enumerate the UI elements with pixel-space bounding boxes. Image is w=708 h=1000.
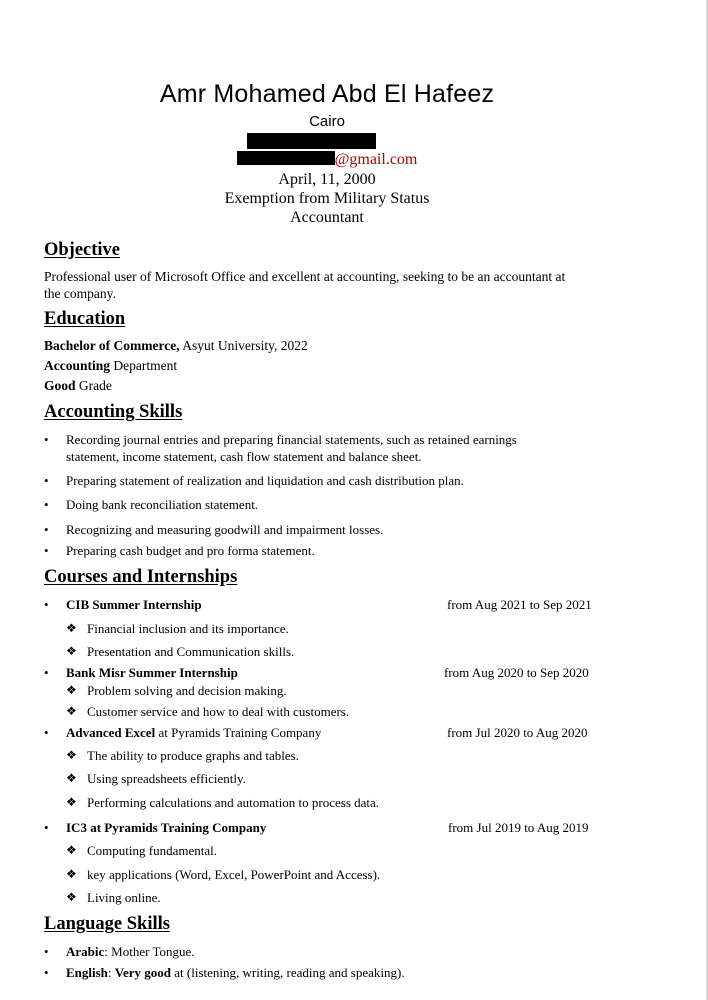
course-detail: Performing calculations and automation to process data. — [87, 795, 380, 810]
skill-line: statement, income statement, cash flow statement and balance sheet. — [66, 448, 422, 464]
course-detail: Financial inclusion and its importance. — [87, 621, 289, 636]
section-title-courses: Courses and Internships — [44, 567, 238, 587]
language-level: Very good — [114, 965, 172, 980]
course-name-bold: Advanced Excel — [66, 725, 156, 740]
bullet-icon: • — [44, 820, 49, 835]
job-title: Accountant — [290, 209, 364, 226]
bullet-icon: • — [44, 665, 49, 680]
course-detail: key applications (Word, Excel, PowerPoint and Access). — [87, 867, 381, 882]
bullet-icon: • — [44, 543, 49, 558]
course-dates: from Aug 2021 to Sep 2021 — [447, 597, 592, 612]
bullet-icon: • — [44, 944, 49, 959]
diamond-bullet-icon: ❖ — [66, 748, 77, 762]
skill-item: Preparing cash budget and pro forma statement. — [66, 543, 315, 558]
diamond-bullet-icon: ❖ — [66, 621, 77, 635]
course-dates: from Jul 2019 to Aug 2019 — [448, 820, 589, 835]
objective-line: Professional user of Microsoft Office and excellent at accounting, seeking to be an accountant at — [44, 269, 566, 284]
course-name-bold: Bank Misr Summer Internship — [66, 665, 238, 680]
bullet-icon: • — [44, 597, 49, 612]
diamond-bullet-icon: ❖ — [66, 704, 77, 718]
bullet-icon: • — [44, 497, 49, 512]
diamond-bullet-icon: ❖ — [66, 843, 77, 857]
education-degree — [44, 338, 308, 354]
skill-item: Recognizing and measuring goodwill and impairment losses. — [66, 522, 384, 537]
diamond-bullet-icon: ❖ — [66, 890, 77, 904]
language-sep: : — [107, 965, 115, 980]
course-detail: Using spreadsheets efficiently. — [87, 771, 246, 786]
objective-text — [44, 268, 624, 302]
grade-value: Good — [44, 378, 76, 393]
email-domain: @gmail.com — [334, 151, 418, 168]
bullet-icon: • — [44, 473, 49, 488]
degree-university: Asyut University, 2022 — [179, 338, 308, 353]
education-department — [44, 358, 177, 374]
email — [0, 151, 654, 169]
course-name — [66, 725, 321, 742]
bullet-icon: • — [44, 725, 49, 740]
skill-item — [66, 432, 517, 465]
skill-item: Doing bank reconciliation statement. — [66, 497, 259, 512]
bullet-icon: • — [44, 965, 49, 980]
grade-label: Grade — [75, 378, 112, 393]
objective-line: the company. — [44, 286, 116, 301]
course-detail: Customer service and how to deal with customers. — [87, 704, 350, 719]
redacted-email-user — [237, 151, 335, 165]
diamond-bullet-icon: ❖ — [66, 683, 77, 697]
section-title-objective: Objective — [44, 240, 121, 260]
language-name: English — [66, 965, 108, 980]
course-detail: Living online. — [87, 890, 161, 905]
course-detail: The ability to produce graphs and tables. — [87, 748, 299, 763]
course-detail: Problem solving and decision making. — [87, 683, 287, 698]
department-name: Accounting — [44, 358, 111, 373]
course-dates: from Aug 2020 to Sep 2020 — [444, 665, 589, 680]
course-name-bold: CIB Summer Internship — [66, 597, 202, 612]
bullet-icon: • — [44, 522, 49, 537]
redacted-phone — [247, 133, 376, 149]
education-grade — [44, 378, 112, 394]
military-status: Exemption from Military Status — [224, 190, 430, 207]
language-sep: : — [104, 944, 112, 959]
course-name — [66, 597, 202, 614]
language-item — [66, 944, 195, 961]
course-name — [66, 820, 266, 837]
degree-name: Bachelor of Commerce, — [44, 338, 180, 353]
city: Cairo — [309, 113, 345, 130]
course-name-rest: at Pyramids Training Company — [155, 725, 322, 740]
language-name: Arabic — [66, 944, 105, 959]
language-detail: at (listening, writing, reading and speaking). — [171, 965, 405, 980]
skill-line: Recording journal entries and preparing financial statements, such as retained earnings — [66, 432, 517, 447]
course-name — [66, 665, 238, 682]
language-detail: Mother Tongue. — [111, 944, 195, 959]
language-item — [66, 965, 405, 982]
diamond-bullet-icon: ❖ — [66, 795, 77, 809]
skill-item: Preparing statement of realization and liquidation and cash distribution plan. — [66, 473, 464, 488]
course-detail: Presentation and Communication skills. — [87, 644, 295, 659]
section-title-accounting-skills: Accounting Skills — [44, 402, 183, 422]
diamond-bullet-icon: ❖ — [66, 867, 77, 881]
section-title-education: Education — [44, 309, 126, 329]
course-name-bold: IC3 at Pyramids Training Company — [66, 820, 267, 835]
birth-date: April, 11, 2000 — [278, 171, 376, 188]
course-detail: Computing fundamental. — [87, 843, 217, 858]
diamond-bullet-icon: ❖ — [66, 771, 77, 785]
candidate-name: Amr Mohamed Abd El Hafeez — [159, 80, 495, 108]
department-label: Department — [110, 358, 178, 373]
course-dates: from Jul 2020 to Aug 2020 — [447, 725, 588, 740]
bullet-icon: • — [44, 432, 49, 447]
section-title-languages: Language Skills — [44, 914, 170, 934]
diamond-bullet-icon: ❖ — [66, 644, 77, 658]
